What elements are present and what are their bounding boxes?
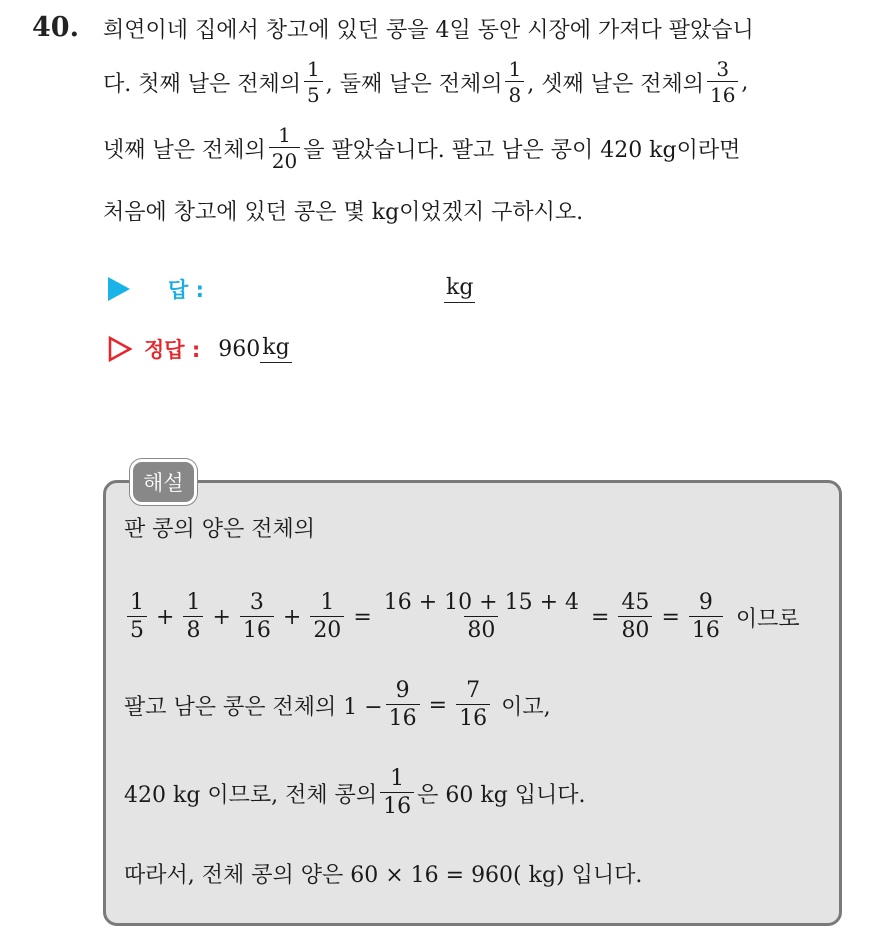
question-text: 처음에 창고에 있던 콩은 몇 kg이었겠지 구하시오. — [103, 199, 584, 225]
fraction: $\frac{1}{8}$ — [183, 592, 203, 642]
plus-sign: + — [156, 604, 175, 630]
question-text: 넷째 날은 전체의 — [103, 137, 266, 163]
equals-sign: = — [428, 692, 448, 718]
fraction: $\frac{3}{16}$ — [707, 59, 738, 105]
fraction: $\frac{1}{8}$ — [505, 59, 524, 105]
plus-sign: + — [282, 604, 302, 630]
fraction: $\frac{3}{16}$ — [240, 592, 274, 642]
question-number: 40. — [32, 12, 79, 43]
correct-answer-row — [108, 334, 292, 364]
fraction: $\frac{1}{16}$ — [380, 768, 414, 818]
solution-text: 따라서, 전체 콩의 양은 60 × 16 = 960( kg) 입니다. — [124, 863, 643, 888]
correct-answer-value: 960 — [218, 336, 261, 362]
fraction: $\frac{16 + 10 + 15 + 4}{80}$ — [383, 590, 579, 643]
fraction: $\frac{9}{16}$ — [689, 592, 723, 642]
question-text: , 둘째 날은 전체의 — [325, 71, 503, 97]
answer-unit: kg — [444, 275, 475, 303]
question-line-2 — [103, 57, 749, 107]
outline-play-icon — [108, 336, 132, 362]
fraction: $\frac{9}{16}$ — [386, 680, 420, 730]
plus-sign: + — [212, 604, 231, 630]
solution-text: 팔고 남은 콩은 전체의 1 − — [124, 694, 383, 720]
question-text: 다. 첫째 날은 전체의 — [103, 71, 301, 97]
question-text: 희연이네 집에서 창고에 있던 콩을 4일 동안 시장에 가져다 팔았습니 — [103, 17, 754, 43]
solution-text: 은 60 kg 입니다. — [417, 782, 586, 808]
solution-text: 판 콩의 양은 전체의 — [124, 517, 315, 542]
fraction: $\frac{7}{16}$ — [456, 680, 490, 730]
question-text: , 셋째 날은 전체의 — [527, 71, 704, 97]
solution-text: 이고, — [501, 694, 551, 720]
question-text: 을 팔았습니다. 팔고 남은 콩이 420 kg이라면 — [303, 137, 741, 163]
solution-text: 420 kg 이므로, 전체 콩의 — [124, 782, 378, 808]
equals-sign: = — [353, 604, 372, 630]
equals-sign: = — [591, 604, 610, 630]
solution-equation — [124, 592, 800, 642]
answer-label: 답 : — [168, 278, 204, 302]
question-line-1 — [103, 8, 754, 48]
fraction: $\frac{1}{20}$ — [269, 125, 300, 171]
question-line-4 — [103, 190, 583, 230]
correct-answer-unit: kg — [260, 335, 291, 363]
solution-line-3 — [124, 680, 551, 730]
solution-line-4 — [124, 768, 586, 818]
fraction: $\frac{45}{80}$ — [618, 592, 652, 642]
question-text: , — [741, 69, 749, 95]
play-arrow-icon — [108, 277, 130, 301]
solution-line-1 — [124, 512, 315, 543]
fraction: $\frac{1}{5}$ — [304, 59, 323, 105]
solution-text: 이므로 — [735, 606, 800, 632]
question-line-3 — [103, 123, 741, 173]
correct-answer-label: 정답 : — [144, 338, 201, 362]
fraction: $\frac{1}{20}$ — [310, 592, 344, 642]
solution-tag: 해설 — [130, 459, 197, 505]
fraction: $\frac{1}{5}$ — [127, 592, 147, 642]
answer-row — [108, 274, 475, 304]
equals-sign: = — [661, 604, 680, 630]
solution-line-5 — [124, 858, 642, 889]
